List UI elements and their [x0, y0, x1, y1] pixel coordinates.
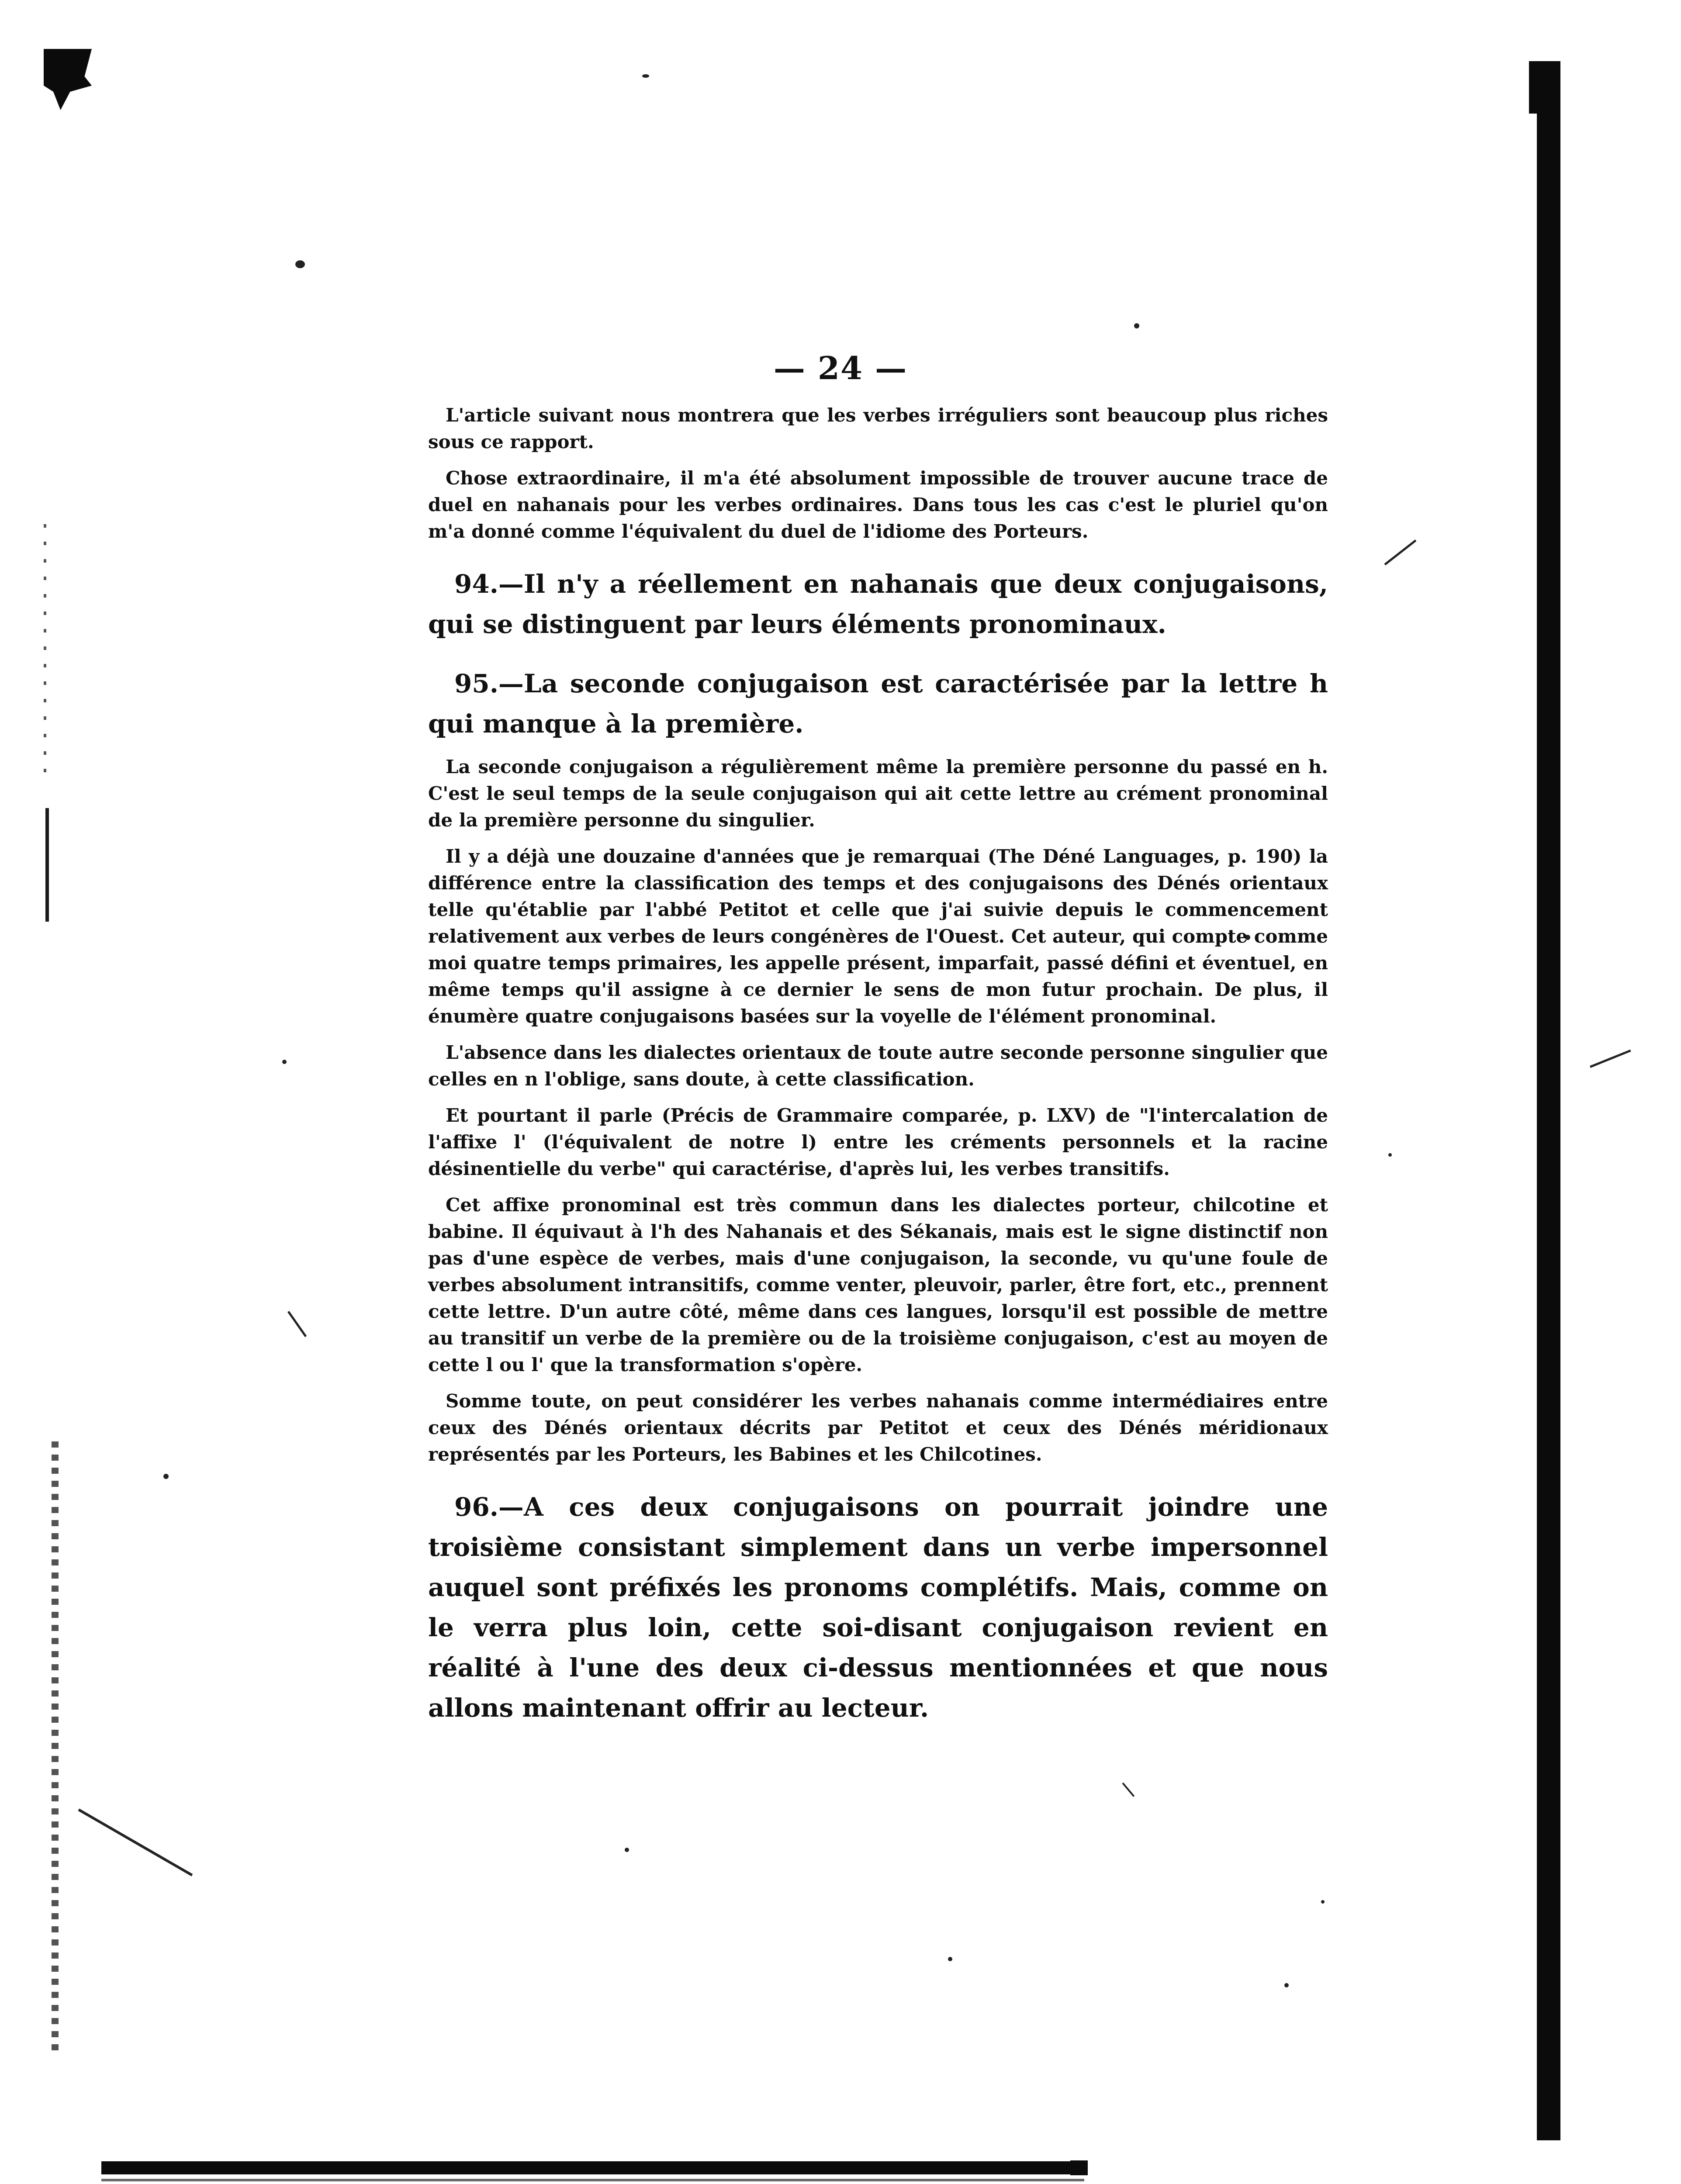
scan-border-bottom-shadow: [101, 2179, 1084, 2181]
scan-speck: [642, 74, 649, 78]
paragraph-note: Cet affixe pronominal est très commun dans les dialectes porteur, chilcotine et babine. Il équivaut à l'h des Nahanais et des Sékanais, mais est le signe distinctif non pas d'une espèce de verbes, mais d'une conjugaison, la seconde, vu qu'une foule de verbes absolument intransitifs, comme venter, pleuvoir, parler, être fort, etc., prennent cette lettre. D'un autre côté, même dans ces langues, lorsqu'il est possible de mettre au transitif un verbe de la première ou de la troisième conjugaison, c'est au moyen de cette l ou l' que la transformation s'opère.: [428, 1194, 1328, 1375]
scan-mark-left: [45, 808, 49, 922]
scan-border-bottom: [101, 2161, 1076, 2174]
scan-strip-left-upper: [44, 524, 46, 786]
scan-speck: [163, 1474, 169, 1479]
paragraph-note: Il y a déjà une douzaine d'années que je remarquai (The Déné Languages, p. 190) la différence entre la classification des temps et des conjugaisons des Dénés orientaux telle qu'établie par l'abbé Petitot et celle que j'ai suivie depuis le commencement relativement aux verbes de leurs congénères de l'Ouest. Cet auteur, qui compte comme moi quatre temps primaires, les appelle présent, imparfait, passé défini et éventuel, en même temps qu'il assigne à ce dernier le sens de mon futur prochain. De plus, il énumère quatre conjugaisons basées sur la voyelle de l'élément pronominal.: [428, 846, 1328, 1027]
scan-speck: [1388, 1153, 1392, 1157]
page-number: — 24 —: [773, 349, 908, 387]
paragraph-note: Somme toute, on peut considérer les verbes nahanais comme intermédiaires entre ceux des Dénés orientaux décrits par Petitot et ceux des Dénés méridionaux représentés par les Porteurs, les Babines et les Chilcotines.: [428, 1390, 1328, 1465]
scan-strip-left: [52, 1441, 59, 2053]
page-body: [428, 402, 1328, 1728]
scan-speck: [1284, 1983, 1289, 1987]
scan-pen-mark: [78, 1808, 193, 1876]
paragraph-note: La seconde conjugaison a régulièrement même la première personne du passé en h. C'est le seul temps de la seule conjugaison qui ait cette lettre au crément pronominal de la première personne du singulier.: [428, 756, 1328, 831]
paragraph-note: Et pourtant il parle (Précis de Grammaire comparée, p. LXV) de "l'intercalation de l'affixe l' (l'équivalent de notre l) entre les créments personnels et la racine désinentielle du verbe" qui caractérise, d'après lui, les verbes transitifs.: [428, 1105, 1328, 1179]
scan-speck: [948, 1957, 952, 1961]
scan-speck: [282, 1060, 287, 1064]
scan-speck: [625, 1848, 629, 1852]
scan-speck: [295, 260, 305, 268]
scan-pen-mark: [1590, 1050, 1631, 1068]
scan-pen-mark: [1384, 539, 1416, 565]
paragraph-note: L'article suivant nous montrera que les verbes irréguliers sont beaucoup plus riches sous ce rapport.: [428, 404, 1328, 453]
scan-pen-mark: [287, 1311, 307, 1337]
scan-speck: [1321, 1900, 1325, 1904]
scan-smudge-corner: [44, 49, 92, 110]
paragraph-section-96: 96.—A ces deux conjugaisons on pourrait joindre une troisième consistant simplement dans un verbe impersonnel auquel sont préfixés les pronoms complétifs. Mais, comme on le verra plus loin, cette soi-disant conjugaison revient en réalité à l'une des deux ci-dessus mentionnées et que nous allons maintenant offrir au lecteur.: [428, 1492, 1328, 1723]
scan-border-bottom-end: [1070, 2160, 1088, 2175]
paragraph-note: L'absence dans les dialectes orientaux de toute autre seconde personne singulier que celles en n l'oblige, sans doute, à cette classification.: [428, 1042, 1328, 1090]
paragraph-note: Chose extraordinaire, il m'a été absolument impossible de trouver aucune trace de duel en nahanais pour les verbes ordinaires. Dans tous les cas c'est le pluriel qu'on m'a donné comme l'équivalent du duel de l'idiome des Porteurs.: [428, 467, 1328, 542]
scan-speck: [1134, 323, 1139, 328]
paragraph-section-95: 95.—La seconde conjugaison est caractérisée par la lettre h qui manque à la première.: [428, 669, 1328, 739]
paragraph-section-94: 94.—Il n'y a réellement en nahanais que deux conjugaisons, qui se distinguent par leurs éléments pronominaux.: [428, 569, 1328, 639]
scan-pen-mark: [1122, 1783, 1135, 1797]
